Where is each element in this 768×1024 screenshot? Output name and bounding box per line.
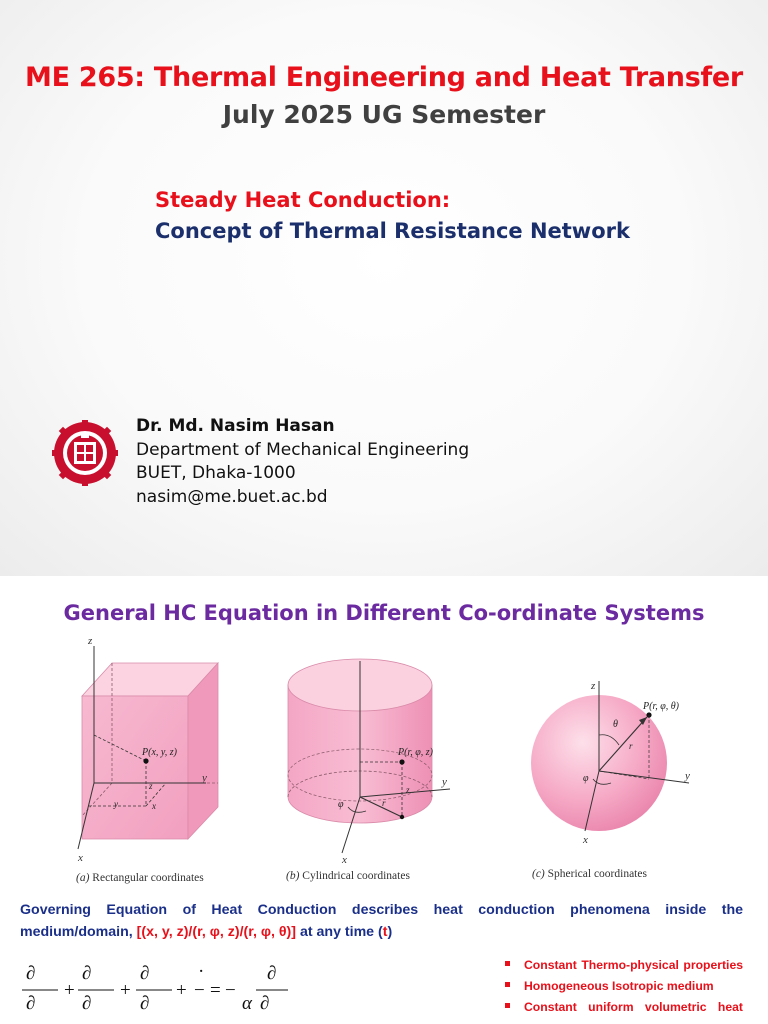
sph-caption <box>532 868 647 880</box>
course-title: ME 265: Thermal Engineering and Heat Transfer <box>25 62 743 93</box>
author-block <box>136 415 469 509</box>
topic-line-2: Concept of Thermal Resistance Network <box>155 219 630 243</box>
rect-caption-text: Rectangular coordinates <box>92 872 204 884</box>
sph-caption-text: Spherical coordinates <box>547 868 647 880</box>
assumption-item: Constant uniform volumetric heat <box>505 998 743 1016</box>
eq-den-1: ∂ <box>26 993 36 1014</box>
cylindrical-coordinates-figure <box>282 657 454 863</box>
cyl-point-label: P(r, φ, z) <box>398 747 433 758</box>
eq-num-3: ∂ <box>140 963 150 984</box>
rect-axis-x: x <box>78 852 83 863</box>
author-email: nasim@me.buet.ac.bd <box>136 486 328 507</box>
hc-equation-slide <box>0 577 768 1024</box>
heat-equation-formula <box>20 957 290 1024</box>
buet-logo-icon <box>52 420 118 486</box>
eq-alpha: α <box>242 993 252 1014</box>
rect-point-label: P(x, y, z) <box>142 747 177 758</box>
desc-time-symbol: t <box>382 924 388 940</box>
eq-minus-2: − <box>225 980 236 1001</box>
desc-coordinates: [(x, y, z)/(r, φ, z)/(r, φ, θ)] <box>136 924 297 940</box>
rect-y-label: y <box>114 799 118 809</box>
rectangular-coordinates-figure <box>66 631 236 863</box>
eq-plus-1: + <box>64 980 75 1001</box>
author-name: Dr. Md. Nasim Hasan <box>136 416 335 436</box>
rect-axis-z: z <box>88 635 93 647</box>
eq-num-1: ∂ <box>26 963 36 984</box>
cyl-z-label: z <box>406 785 410 795</box>
sph-caption-prefix: (c) <box>532 868 545 880</box>
cyl-caption-prefix: (b) <box>286 870 300 882</box>
eq-equals: = <box>210 980 221 1001</box>
rect-x-label: x <box>152 801 156 811</box>
eq-den-3: ∂ <box>140 993 150 1014</box>
author-department: Department of Mechanical Engineering <box>136 439 470 460</box>
eq-den-2: ∂ <box>82 993 92 1014</box>
sph-axis-y: y <box>685 770 690 782</box>
governing-equation-description <box>20 899 743 943</box>
author-institution: BUET, Dhaka-1000 <box>136 463 296 483</box>
sph-phi-label: φ <box>583 773 589 784</box>
sph-r-label: r <box>629 741 633 751</box>
sph-axis-x: x <box>583 834 588 845</box>
eq-dot: · <box>198 961 205 982</box>
desc-text-b: at any time ( <box>296 924 383 940</box>
assumptions-list <box>505 956 743 1019</box>
eq-num-4: ∂ <box>267 963 277 984</box>
eq-den-4: ∂ <box>260 993 270 1014</box>
sph-axis-z: z <box>591 680 596 692</box>
cyl-r-label: r <box>382 798 386 808</box>
semester-subtitle: July 2025 UG Semester <box>222 100 546 129</box>
rect-z-label: z <box>149 781 153 791</box>
cyl-axis-x: x <box>342 854 347 863</box>
desc-text-a: Governing Equation of Heat Conduction describes heat conduction phenomena inside the medium/domain, <box>20 902 743 940</box>
rect-axis-y: y <box>202 772 207 784</box>
assumption-item: Constant Thermo-physical properties <box>505 956 743 974</box>
desc-text-c: ) <box>387 924 393 940</box>
sph-theta-label: θ <box>613 719 618 730</box>
eq-num-2: ∂ <box>82 963 92 984</box>
sph-point-label: P(r, φ, θ) <box>643 701 679 712</box>
eq-plus-2: + <box>120 980 131 1001</box>
spherical-coordinates-figure <box>525 675 705 845</box>
cyl-caption <box>286 870 410 882</box>
cyl-axis-y: y <box>442 776 447 788</box>
eq-minus-1: − <box>194 980 205 1001</box>
slide-title: General HC Equation in Different Co-ordinate Systems <box>63 601 705 625</box>
eq-plus-3: + <box>176 980 187 1001</box>
topic-line-1: Steady Heat Conduction: <box>155 188 451 212</box>
cyl-phi-label: φ <box>338 799 344 810</box>
cyl-caption-text: Cylindrical coordinates <box>302 870 410 882</box>
assumption-item: Homogeneous Isotropic medium <box>505 977 743 995</box>
rect-caption-prefix: (a) <box>76 872 90 884</box>
rect-caption <box>76 872 204 884</box>
